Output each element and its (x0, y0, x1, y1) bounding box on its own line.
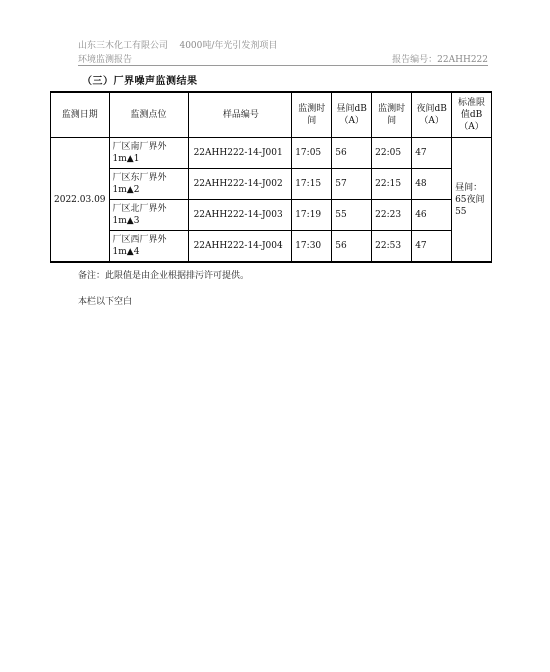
blank-marker: 本栏以下空白 (78, 297, 133, 307)
night-value-cell: 47 (412, 231, 452, 263)
point-cell (109, 169, 188, 200)
night-time-cell: 22:15 (372, 169, 412, 200)
point-code: 1m▲4 (112, 247, 140, 257)
header-day-value: 昼间dB（A） (332, 92, 372, 138)
sample-cell: 22AHH222-14-J001 (188, 138, 292, 169)
point-code: 1m▲1 (112, 154, 140, 164)
point-cell (109, 138, 188, 169)
table-note: 备注：此限值是由企业根据排污许可提供。 (78, 271, 250, 281)
day-value-cell: 56 (332, 231, 372, 263)
point-name: 厂区西厂界外 (112, 235, 167, 245)
table-row (51, 138, 492, 169)
sample-cell: 22AHH222-14-J002 (188, 169, 292, 200)
night-time-cell: 22:23 (372, 200, 412, 231)
header-divider (78, 65, 488, 66)
sample-cell: 22AHH222-14-J003 (188, 200, 292, 231)
point-code: 1m▲2 (112, 185, 140, 195)
table-row (51, 169, 492, 200)
header-limit: 标准限值dB（A） (452, 92, 492, 138)
point-cell (109, 200, 188, 231)
header-date: 监测日期 (51, 92, 110, 138)
header-report-number: 报告编号：22AHH222 (392, 55, 488, 65)
table-header-row (51, 92, 492, 138)
noise-results-table (50, 91, 492, 263)
point-name: 厂区东厂界外 (112, 173, 167, 183)
night-time-cell: 22:05 (372, 138, 412, 169)
header-point: 监测点位 (109, 92, 188, 138)
table-row (51, 231, 492, 263)
day-value-cell: 55 (332, 200, 372, 231)
date-cell: 2022.03.09 (51, 138, 110, 263)
day-time-cell: 17:19 (292, 200, 332, 231)
sample-cell: 22AHH222-14-J004 (188, 231, 292, 263)
point-name: 厂区南厂界外 (112, 142, 167, 152)
day-value-cell: 56 (332, 138, 372, 169)
day-time-cell: 17:05 (292, 138, 332, 169)
day-time-cell: 17:30 (292, 231, 332, 263)
table-row (51, 200, 492, 231)
night-value-cell: 46 (412, 200, 452, 231)
day-value-cell: 57 (332, 169, 372, 200)
day-time-cell: 17:15 (292, 169, 332, 200)
point-cell (109, 231, 188, 263)
header-doc-type: 环境监测报告 (78, 55, 133, 65)
header-company: 山东三木化工有限公司 (78, 41, 169, 51)
header-sample: 样品编号 (188, 92, 292, 138)
point-name: 厂区北厂界外 (112, 204, 167, 214)
header-day-time: 监测时间 (292, 92, 332, 138)
limit-cell: 昼间：65夜间55 (452, 138, 492, 263)
night-time-cell: 22:53 (372, 231, 412, 263)
header-company-project (78, 38, 277, 51)
header-night-time: 监测时间 (372, 92, 412, 138)
section-title: （三）厂界噪声监测结果 (82, 76, 198, 87)
point-code: 1m▲3 (112, 216, 140, 226)
header-night-value: 夜间dB（A） (412, 92, 452, 138)
night-value-cell: 48 (412, 169, 452, 200)
header-project: 4000吨/年光引发剂项目 (179, 41, 278, 51)
night-value-cell: 47 (412, 138, 452, 169)
